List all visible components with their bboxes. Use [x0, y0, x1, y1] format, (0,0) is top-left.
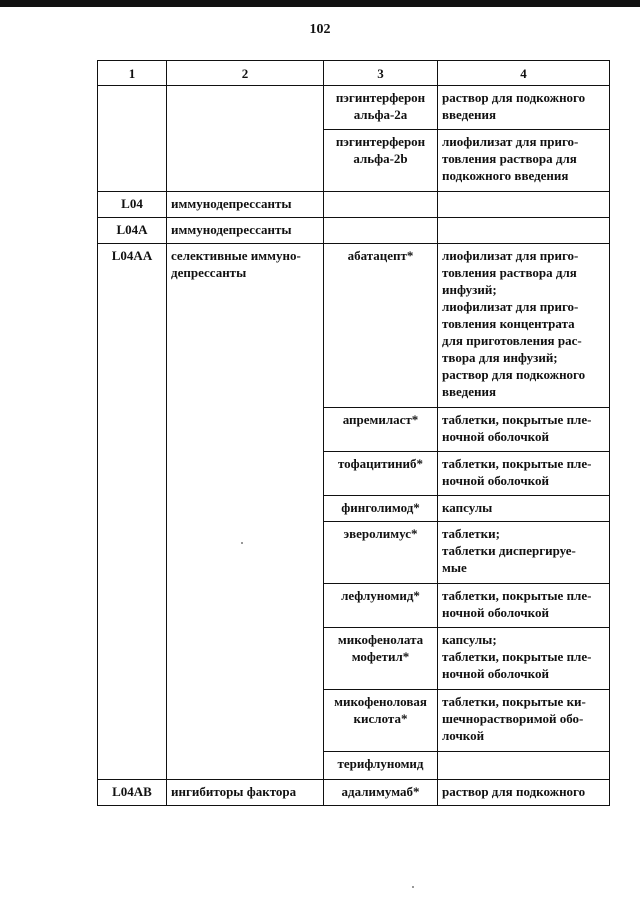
header-row: [98, 61, 610, 86]
drug-table: [97, 60, 610, 806]
drug-name-cell: финголимод*: [324, 496, 438, 522]
drug-name-cell: тофацитиниб*: [324, 452, 438, 496]
group-cell: ингибиторы фактора: [167, 780, 324, 806]
atc-code-cell: L04AA: [98, 244, 167, 780]
drug-name-cell: эверолимус*: [324, 522, 438, 584]
dosage-form-cell: таблетки, покрытые пле- ночной оболочкой: [438, 584, 610, 628]
dosage-form-cell: капсулы: [438, 496, 610, 522]
table-row: [98, 86, 610, 130]
drug-name-cell: апремиласт*: [324, 408, 438, 452]
atc-code-cell: L04AB: [98, 780, 167, 806]
drug-name-cell: абатацепт*: [324, 244, 438, 408]
header-cell: 3: [324, 61, 438, 86]
scan-speck: [241, 542, 243, 544]
group-cell: селективные иммуно- депрессанты: [167, 244, 324, 780]
drug-name-cell: [324, 218, 438, 244]
scan-speck: [412, 886, 414, 888]
top-rule: [0, 0, 640, 7]
dosage-form-cell: таблетки, покрытые ки- шечнорастворимой обо- лочкой: [438, 690, 610, 752]
table-row: [98, 192, 610, 218]
drug-name-cell: микофеноловая кислота*: [324, 690, 438, 752]
group-cell: иммунодепрессанты: [167, 192, 324, 218]
atc-code-cell: L04A: [98, 218, 167, 244]
dosage-form-cell: [438, 752, 610, 780]
dosage-form-cell: [438, 192, 610, 218]
dosage-form-cell: лиофилизат для приго- товления раствора для инфузий; лиофилизат для приго- товления концентрата для приготовления рас- твора для инфузий; раствор для подкожного введения: [438, 244, 610, 408]
table-row: [98, 218, 610, 244]
drug-name-cell: пэгинтерферон альфа-2b: [324, 130, 438, 192]
drug-name-cell: [324, 192, 438, 218]
dosage-form-cell: таблетки, покрытые пле- ночной оболочкой: [438, 408, 610, 452]
table-row: [98, 244, 610, 408]
dosage-form-cell: раствор для подкожного введения: [438, 86, 610, 130]
page-number: 102: [309, 22, 331, 37]
drug-name-cell: пэгинтерферон альфа-2а: [324, 86, 438, 130]
dosage-form-cell: раствор для подкожного: [438, 780, 610, 806]
dosage-form-cell: капсулы; таблетки, покрытые пле- ночной оболочкой: [438, 628, 610, 690]
drug-name-cell: терифлуномид: [324, 752, 438, 780]
group-cell: иммунодепрессанты: [167, 218, 324, 244]
header-cell: 2: [167, 61, 324, 86]
atc-code-cell: [98, 86, 167, 192]
table-row: [98, 780, 610, 806]
drug-name-cell: лефлуномид*: [324, 584, 438, 628]
dosage-form-cell: таблетки; таблетки диспергируе- мые: [438, 522, 610, 584]
dosage-form-cell: таблетки, покрытые пле- ночной оболочкой: [438, 452, 610, 496]
group-cell: [167, 86, 324, 192]
dosage-form-cell: лиофилизат для приго- товления раствора для подкожного введения: [438, 130, 610, 192]
drug-name-cell: адалимумаб*: [324, 780, 438, 806]
atc-code-cell: L04: [98, 192, 167, 218]
drug-name-cell: микофенолата мофетил*: [324, 628, 438, 690]
header-cell: 4: [438, 61, 610, 86]
header-cell: 1: [98, 61, 167, 86]
dosage-form-cell: [438, 218, 610, 244]
